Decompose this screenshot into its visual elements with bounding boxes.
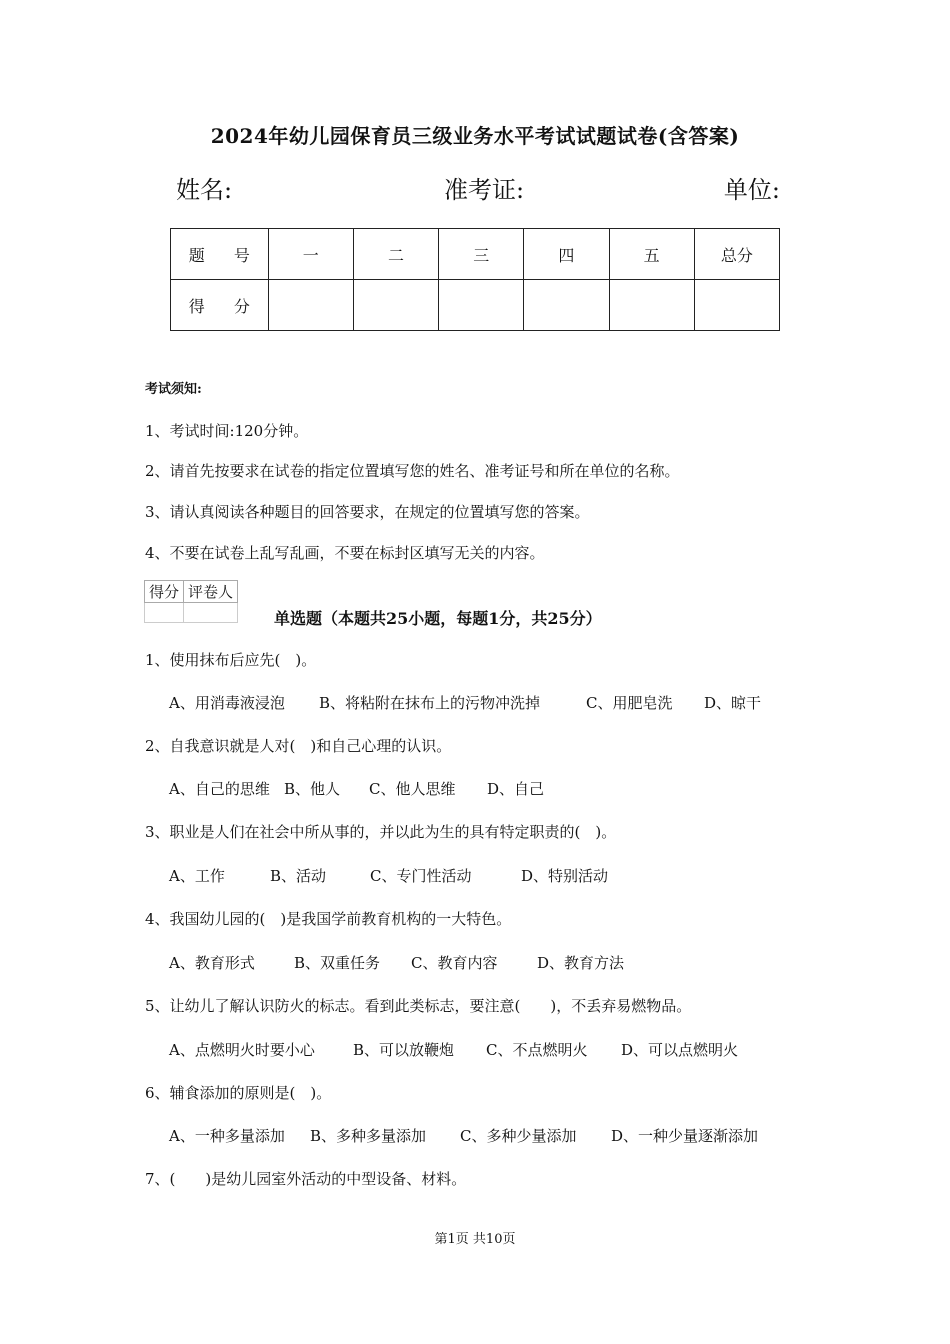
score-table-cell: 三: [439, 229, 524, 280]
score-input-cell: [609, 280, 694, 331]
option: A、点燃明火时要小心: [169, 1041, 315, 1059]
question-text: 2、自我意识就是人对( )和自己心理的认识。: [145, 737, 452, 755]
notice-item: 4、不要在试卷上乱写乱画，不要在标封区填写无关的内容。: [145, 544, 545, 562]
score-input-cell: [694, 280, 779, 331]
question-options: [169, 778, 544, 799]
notice-item: 3、请认真阅读各种题目的回答要求，在规定的位置填写您的答案。: [145, 503, 590, 521]
candidate-fields: [176, 170, 780, 204]
grader-reviewer-label: 评卷人: [184, 581, 238, 603]
score-table-cell: 二: [353, 229, 438, 280]
option: C、用肥皂洗: [586, 694, 673, 712]
question-text: 1、使用抹布后应先( )。: [145, 651, 317, 669]
section-title: 单选题（本题共25小题，每题1分，共25分）: [274, 609, 602, 628]
grader-box: [144, 580, 238, 623]
name-field-label: 姓名:: [176, 176, 233, 204]
notice-title: 考试须知:: [145, 382, 202, 397]
notice-item: 2、请首先按要求在试卷的指定位置填写您的姓名、准考证号和所在单位的名称。: [145, 462, 680, 480]
score-input-cell: [268, 280, 353, 331]
score-input-cell: [439, 280, 524, 331]
question-text: 5、让幼儿了解认识防火的标志。看到此类标志，要注意( )，不丢弃易燃物品。: [145, 997, 692, 1015]
option: D、一种少量逐渐添加: [611, 1127, 759, 1145]
score-table-cell: 一: [268, 229, 353, 280]
question-options: [169, 865, 608, 886]
score-table-header-row: [171, 229, 780, 280]
question-options: [169, 952, 624, 973]
score-table-cell: 题 号: [171, 229, 269, 280]
score-table-cell: 四: [524, 229, 609, 280]
grader-reviewer-cell: [184, 603, 238, 623]
option: C、多种少量添加: [460, 1127, 577, 1145]
score-input-cell: [353, 280, 438, 331]
notice-item: 1、考试时间:120分钟。: [145, 422, 309, 440]
option: C、专门性活动: [370, 867, 472, 885]
option: A、自己的思维: [169, 780, 270, 798]
option: C、他人思维: [369, 780, 456, 798]
option: A、用消毒液浸泡: [169, 694, 285, 712]
question-text: 3、职业是人们在社会中所从事的，并以此为生的具有特定职责的( )。: [145, 823, 617, 841]
option: C、教育内容: [411, 954, 498, 972]
option: B、将粘附在抹布上的污物冲洗掉: [319, 694, 541, 712]
grader-score-cell: [145, 603, 184, 623]
option: B、他人: [284, 780, 341, 798]
option: B、活动: [270, 867, 327, 885]
question-text: 4、我国幼儿园的( )是我国学前教育机构的一大特色。: [145, 910, 512, 928]
exam-title: 2024年幼儿园保育员三级业务水平考试试题试卷(含答案): [210, 124, 740, 148]
option: B、多种多量添加: [310, 1127, 427, 1145]
option: C、不点燃明火: [486, 1041, 588, 1059]
option: D、教育方法: [537, 954, 625, 972]
unit-field-label: 单位:: [723, 176, 780, 204]
option: B、双重任务: [294, 954, 381, 972]
score-input-cell: [524, 280, 609, 331]
score-table-cell: 五: [609, 229, 694, 280]
option: A、教育形式: [169, 954, 255, 972]
question-text: 6、辅食添加的原则是( )。: [145, 1084, 332, 1102]
exam-number-field-label: 准考证:: [444, 176, 525, 204]
option: D、自己: [487, 780, 545, 798]
option: D、可以点燃明火: [621, 1041, 739, 1059]
page-footer: 第1页 共10页: [434, 1232, 516, 1247]
option: D、特别活动: [521, 867, 609, 885]
score-table-cell: 得 分: [171, 280, 269, 331]
score-table: [170, 228, 780, 331]
option: A、工作: [169, 867, 225, 885]
question-options: [169, 1125, 758, 1146]
grader-score-label: 得分: [145, 581, 184, 603]
option: A、一种多量添加: [169, 1127, 285, 1145]
score-table-cell: 总分: [694, 229, 779, 280]
question-options: [169, 1039, 738, 1060]
option: B、可以放鞭炮: [353, 1041, 455, 1059]
option: D、晾干: [704, 694, 762, 712]
score-table-score-row: [171, 280, 780, 331]
question-options: [169, 692, 761, 713]
question-text: 7、( )是幼儿园室外活动的中型设备、材料。: [145, 1170, 467, 1188]
